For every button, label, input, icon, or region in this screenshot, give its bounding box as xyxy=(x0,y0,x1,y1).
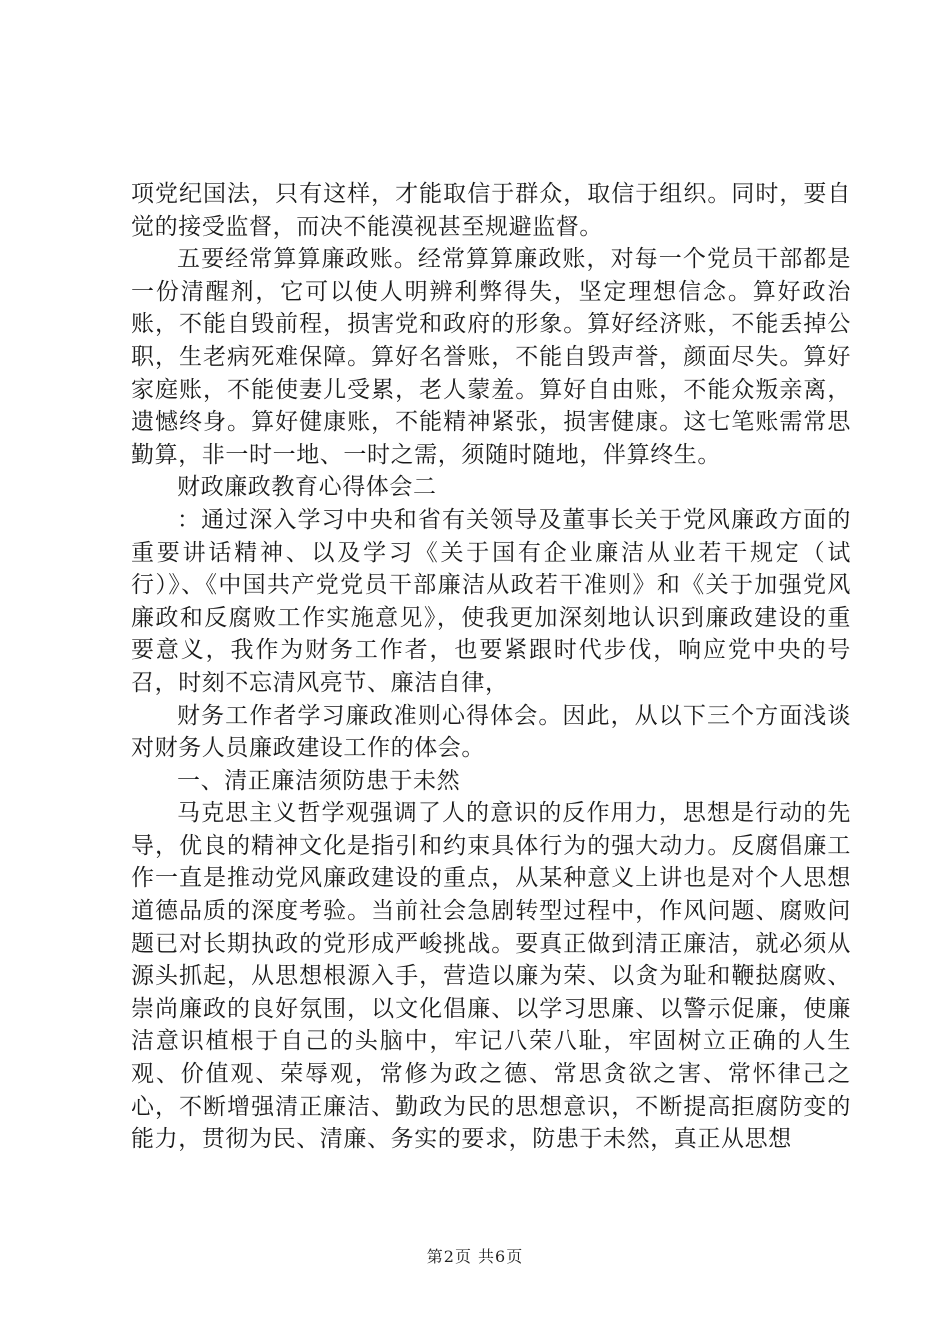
paragraph-7: 马克思主义哲学观强调了人的意识的反作用力，思想是行动的先导，优良的精神文化是指引和约束具体行为的强大动力。反腐倡廉工作一直是推动党风廉政建设的重点，从某种意义上讲也是对个人思想道德品质的深度考验。当前社会急剧转型过程中，作风问题、腐败问题已对长期执政的党形成严峻挑战。要真正做到清正廉洁，就必须从源头抓起，从思想根源入手，营造以廉为荣、以贪为耻和鞭挞腐败、崇尚廉政的良好氛围，以文化倡廉、以学习思廉、以警示促廉，使廉洁意识植根于自己的头脑中，牢记八荣八耻，牢固树立正确的人生观、价值观、荣辱观，常修为政之德、常思贪欲之害、常怀律己之心，不断增强清正廉洁、勤政为民的思想意识，不断提高拒腐防变的能力，贯彻为民、清廉、务实的要求，防患于未然，真正从思想 xyxy=(131,800,851,1153)
paragraph-5: 财务工作者学习廉政准则心得体会。因此，从以下三个方面浅谈对财务人员廉政建设工作的体会。 xyxy=(131,702,851,762)
paragraph-1: 项党纪国法，只有这样，才能取信于群众，取信于组织。同时，要自觉的接受监督，而决不能漠视甚至规避监督。 xyxy=(131,181,851,240)
paragraph-2: 五要经常算算廉政账。经常算算廉政账，对每一个党员干部都是一份清醒剂，它可以使人明辨利弊得失，坚定理想信念。算好政治账，不能自毁前程，损害党和政府的形象。算好经济账，不能丢掉公职，生老病死难保障。算好名誉账，不能自毁声誉，颜面尽失。算好家庭账，不能使妻儿受累，老人蒙羞。算好自由账，不能众叛亲离，遗憾终身。算好健康账，不能精神紧张，损害健康。这七笔账需常思勤算，非一时一地、一时之需，须随时随地，伴算终生。 xyxy=(131,246,851,468)
paragraph-4: ：通过深入学习中央和省有关领导及董事长关于党风廉政方面的重要讲话精神、以及学习《关于国有企业廉洁从业若干规定（试行）》、《中国共产党党员干部廉洁从政若干准则》和《关于加强党风廉政和反腐败工作实施意见》，使我更加深刻地认识到廉政建设的重要意义，我作为财务工作者，也要紧跟时代步伐，响应党中央的号召，时刻不忘清风亮节、廉洁自律， xyxy=(131,506,851,696)
page-number-footer: 第2页 共6页 xyxy=(426,1247,524,1266)
document-body xyxy=(131,178,851,1156)
section-heading-1: 一、清正廉洁须防患于未然 xyxy=(177,767,461,794)
section-title-2: 财政廉政教育心得体会二 xyxy=(177,474,437,501)
